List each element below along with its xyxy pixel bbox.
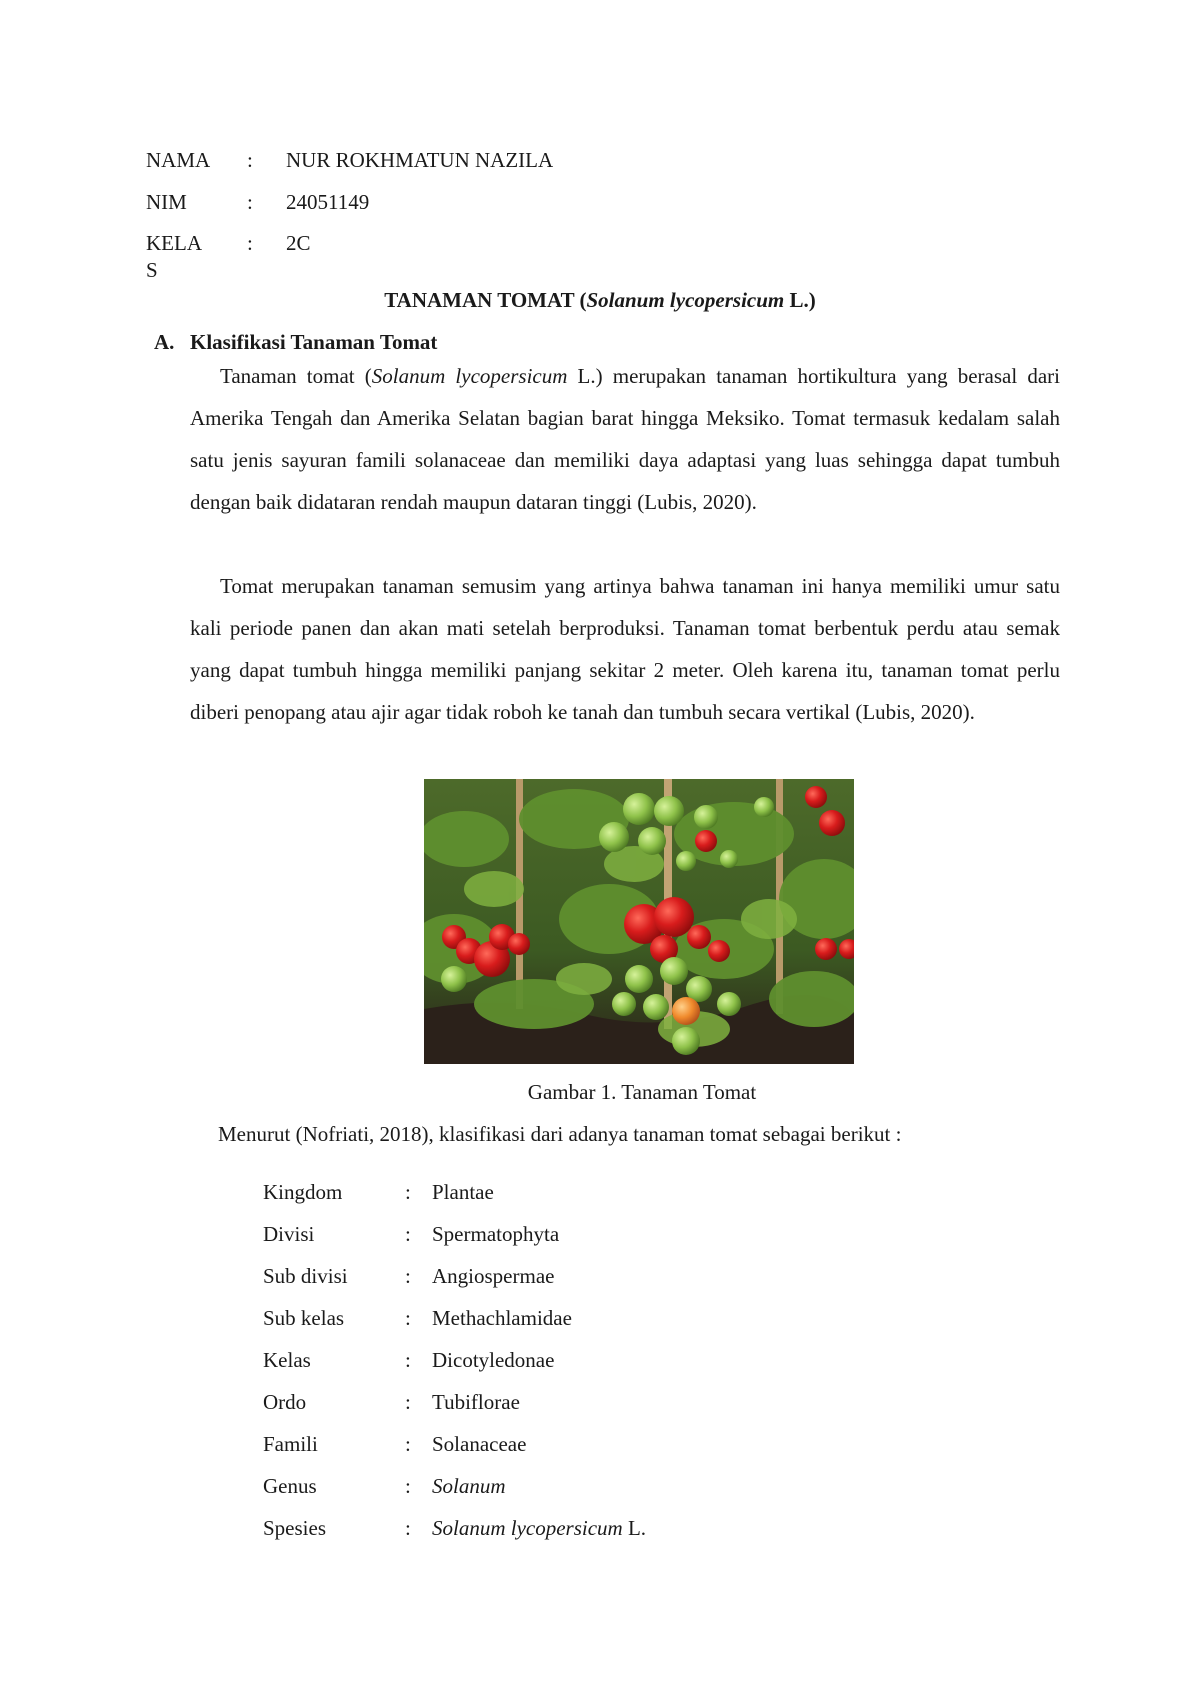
section-heading [154,330,437,355]
header-value-nama: NUR ROKHMATUN NAZILA [286,148,554,172]
classification-value: Spermatophyta [432,1222,560,1246]
tomato-plant-illustration [424,779,854,1064]
header-colon: : [247,190,253,214]
paragraph-1-text: Tanaman tomat ( [220,364,372,388]
header-label-nama: NAMA [146,148,211,172]
header-value-kelas: 2C [286,231,311,255]
classification-colon: : [405,1432,411,1456]
classification-value: Dicotyledonae [432,1348,555,1372]
classification-rank: Ordo [263,1390,307,1414]
classification-colon: : [405,1348,411,1372]
header-label-kelas: KELA [146,231,202,255]
classification-rank: Spesies [263,1516,326,1540]
classification-colon: : [405,1390,411,1414]
section-title: Klasifikasi Tanaman Tomat [190,330,438,354]
classification-colon: : [405,1474,411,1498]
title-suffix: L.) [784,288,816,312]
title-scientific-name: Solanum lycopersicum [586,288,785,312]
classification-rank: Kelas [263,1348,311,1372]
paragraph-1 [190,355,1060,523]
paragraph-1-scientific-name: Solanum lycopersicum [371,364,568,388]
classification-value-species [432,1516,646,1541]
classification-value: Plantae [432,1180,494,1204]
classification-rank: Kingdom [263,1180,343,1204]
figure-caption: Gambar 1. Tanaman Tomat [527,1080,757,1104]
species-author: L. [622,1516,647,1540]
paragraph-2: Tomat merupakan tanaman semusim yang artinya bahwa tanaman ini hanya memiliki umur satu kali periode panen dan akan mati setelah berproduksi. Tanaman tomat berbentuk perdu atau semak yang dapat tumbuh hingga memiliki panjang sekitar 2 meter. Oleh karena itu, tanaman tomat perlu diberi penopang atau ajir agar tidak roboh ke tanah dan tumbuh secara vertikal (Lubis, 2020). [190,574,1060,724]
classification-colon: : [405,1222,411,1246]
classification-lead: Menurut (Nofriati, 2018), klasifikasi dari adanya tanaman tomat sebagai berikut : [218,1122,902,1146]
document-title [0,285,1200,315]
section-letter: A. [154,330,175,354]
header-label-nim: NIM [146,190,187,214]
header-colon: : [247,148,253,172]
classification-value: Solanaceae [432,1432,527,1456]
classification-colon: : [405,1180,411,1204]
classification-colon: : [405,1306,411,1330]
title-prefix: TANAMAN TOMAT ( [384,288,587,312]
header-value-nim: 24051149 [286,190,370,214]
classification-rank: Sub kelas [263,1306,345,1330]
paragraph-1-text-rest: L.) merupakan tanaman hortikultura yang berasal dari Amerika Tengah dan Amerika Selatan bagian barat hingga Meksiko. Tomat termasuk kedalam salah satu jenis sayuran famili solanaceae dan memiliki daya adaptasi yang luas sehingga dapat tumbuh dengan baik didataran rendah maupun dataran tinggi (Lubis, 2020). [190,364,1060,514]
species-scientific-name: Solanum lycopersicum [432,1516,623,1540]
classification-colon: : [405,1516,411,1540]
classification-value: Angiospermae [432,1264,555,1288]
classification-rank: Famili [263,1432,318,1456]
classification-value: Solanum [432,1474,506,1498]
classification-rank: Genus [263,1474,317,1498]
classification-value: Methachlamidae [432,1306,572,1330]
classification-rank: Sub divisi [263,1264,348,1288]
header-label-kelas-wrap: S [146,258,158,282]
header-colon: : [247,231,253,255]
classification-rank: Divisi [263,1222,315,1246]
classification-colon: : [405,1264,411,1288]
tomato-plant-photo [424,779,854,1064]
classification-value: Tubiflorae [432,1390,520,1414]
